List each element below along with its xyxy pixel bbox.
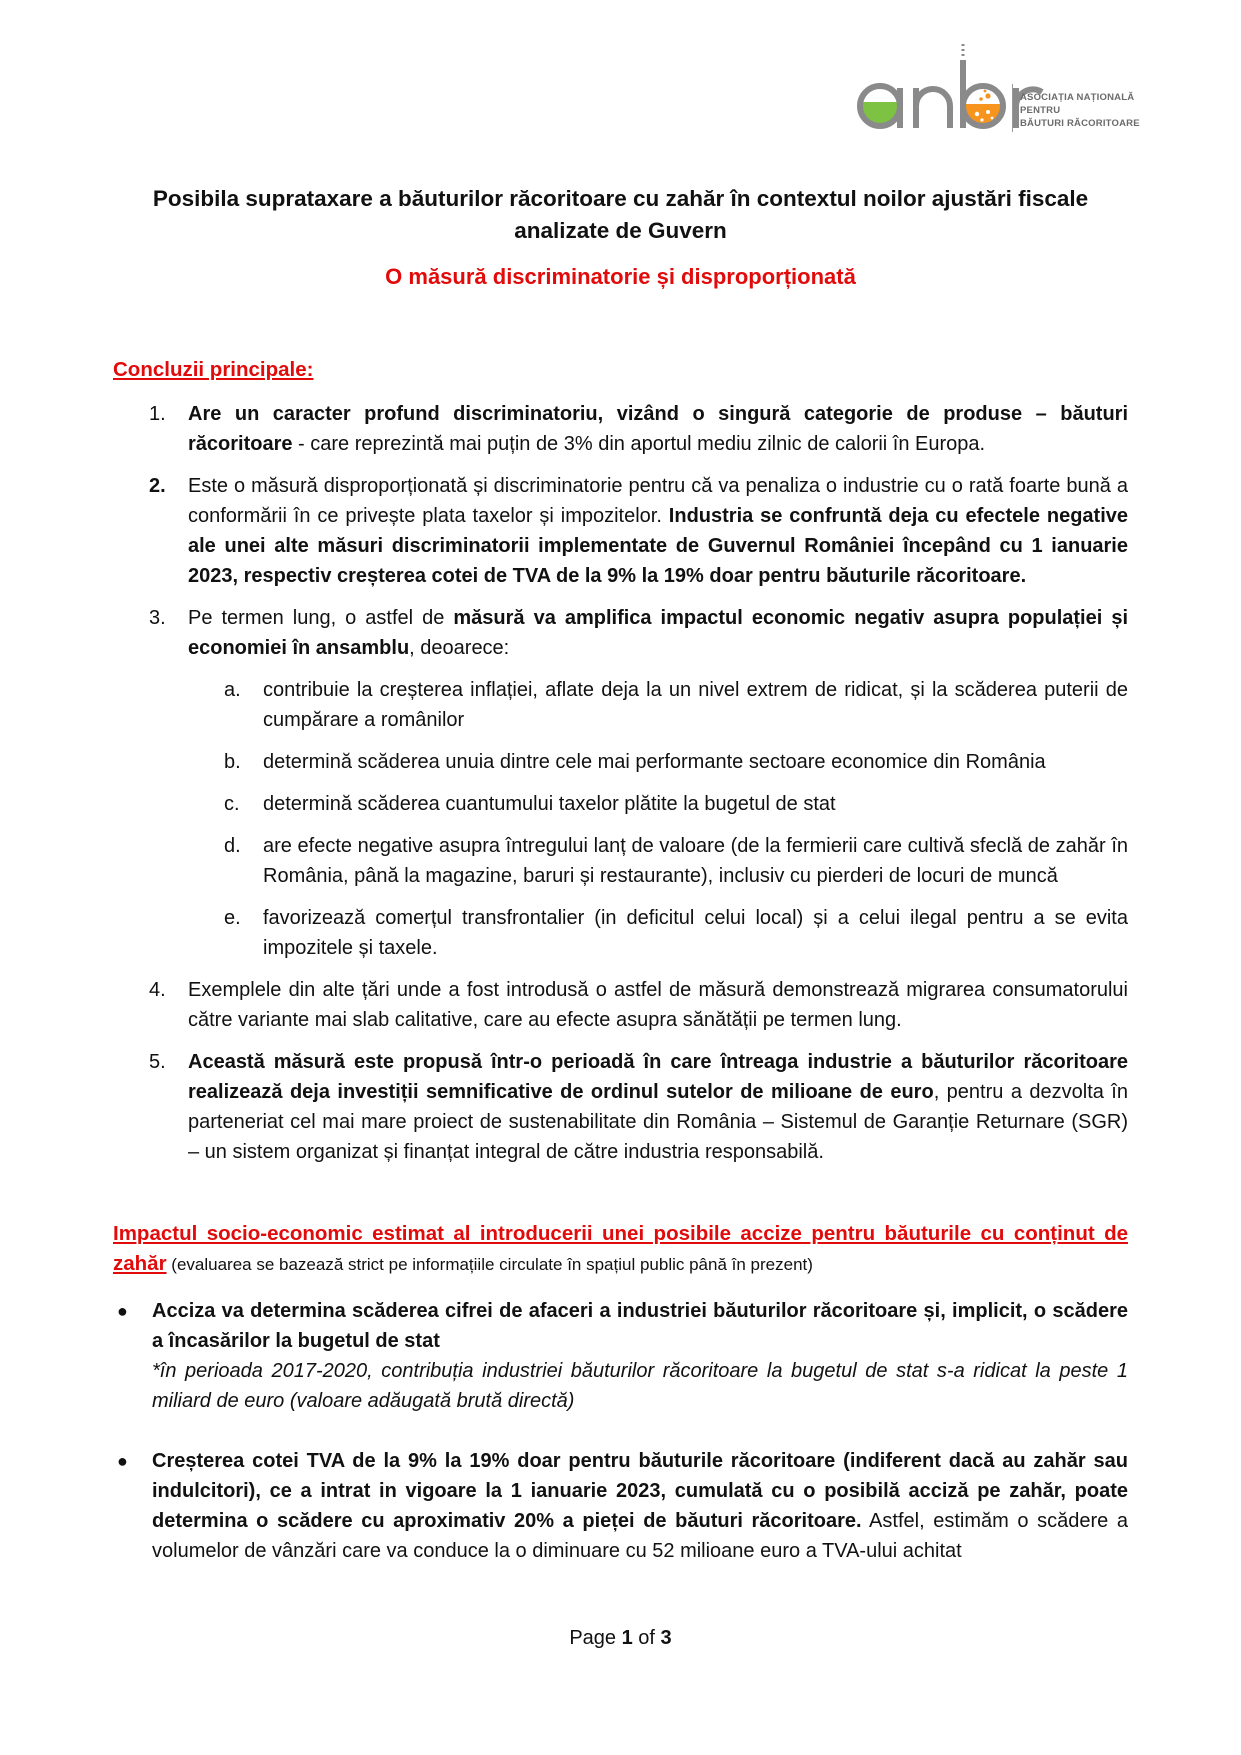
item-text bbox=[188, 399, 1128, 459]
sub-item-text: determină scăderea cuantumului taxelor plătite la bugetul de stat bbox=[263, 793, 836, 815]
text: , pentru a dezvolta în parteneriat cel mai mare proiect de sustenabilitate din România – Sistemul de Garanție Returnare (SGR) – un sistem organizat și finanțat integral de către industria responsabilă. bbox=[188, 1081, 1128, 1163]
impact-section bbox=[113, 1219, 1128, 1280]
sub-list bbox=[188, 675, 1128, 963]
title-line-1: Posibila suprataxare a băuturilor răcoritoare cu zahăr în contextul noilor ajustări fiscale bbox=[152, 186, 1089, 211]
page-label: Page bbox=[569, 1627, 622, 1649]
impact-list bbox=[113, 1296, 1128, 1566]
logo-letter-b bbox=[960, 44, 1006, 130]
logo-tagline-line: BĂUTURI RĂCORITOARE bbox=[1020, 118, 1140, 129]
bold-text: măsură va amplifica impactul economic negativ asupra populației și economiei în ansamblu bbox=[188, 607, 1128, 659]
sub-item-letter: b. bbox=[224, 751, 241, 773]
sub-item-text: favorizează comerțul transfrontalier (in deficitul celui local) și a celui ilegal pentru a se evita impozitele și taxele. bbox=[263, 907, 1128, 959]
impact-heading-note: (evaluarea se bazează strict pe informațiile circulate în spațiul public până în prezent) bbox=[166, 1255, 813, 1274]
sub-item bbox=[188, 831, 1128, 891]
logo-tagline-line: ASOCIAȚIA NAȚIONALĂ bbox=[1020, 92, 1135, 103]
bullet-icon: ● bbox=[117, 1451, 128, 1471]
impact-bullet bbox=[113, 1446, 1128, 1566]
conclusion-item bbox=[113, 975, 1128, 1035]
bullet-note: *în perioada 2017-2020, contribuția industriei băuturilor răcoritoare la bugetul de stat s-a ridicat la peste 1 miliard de euro (valoare adăugată brută directă) bbox=[152, 1360, 1128, 1412]
bullet-text bbox=[152, 1296, 1128, 1356]
conclusions-section bbox=[113, 355, 1128, 385]
sub-item-text: determină scăderea unuia dintre cele mai performante sectoare economice din România bbox=[263, 751, 1046, 773]
text: Este o măsură disproporționată și discriminatorie pentru că va penaliza o industrie cu o rată foarte bună a conformării în ce privește plata taxelor și impozitelor. bbox=[188, 475, 1128, 527]
impact-bullet bbox=[113, 1296, 1128, 1416]
text: Pe termen lung, o astfel de bbox=[188, 607, 454, 629]
sub-item-letter: a. bbox=[224, 679, 241, 701]
conclusion-item bbox=[113, 471, 1128, 591]
sub-item-letter: c. bbox=[224, 793, 240, 815]
conclusion-item bbox=[113, 399, 1128, 459]
bold-text: Industria se confruntă deja cu efectele negative ale unei alte măsuri discriminatorii implementate de Guvernul României începând cu 1 ianuarie 2023, respectiv creșterea cotei de TVA de la 9% la 19% doar pentru băuturile răcoritoare. bbox=[188, 505, 1128, 587]
bold-text: Această măsură este propusă într-o perioadă în care întreaga industrie a băuturilor răcoritoare realizează deja investiții semnificative de ordinul sutelor de milioane de euro bbox=[188, 1051, 1128, 1103]
document-body bbox=[113, 355, 1128, 1596]
sub-item-letter: d. bbox=[224, 835, 241, 857]
item-number: 3. bbox=[149, 607, 166, 629]
document-title bbox=[110, 183, 1131, 247]
logo-tagline-line: PENTRU bbox=[1020, 105, 1061, 116]
text: - care reprezintă mai puțin de 3% din aportul mediu zilnic de calorii în Europa. bbox=[292, 433, 986, 455]
sub-item bbox=[188, 675, 1128, 735]
conclusions-list bbox=[113, 399, 1128, 1167]
conclusion-item bbox=[113, 603, 1128, 963]
logo-letter-a bbox=[858, 86, 904, 130]
bold-text: Acciza va determina scăderea cifrei de afaceri a industriei băuturilor răcoritoare și, implicit, o scădere a încasărilor la bugetul de stat bbox=[152, 1300, 1128, 1352]
text: Exemplele din alte țări unde a fost introdusă o astfel de măsură demonstrează migrarea consumatorului către variante mai slab calitative, care au efecte asupra sănătății pe termen lung. bbox=[188, 979, 1128, 1031]
text: , deoarece: bbox=[409, 637, 510, 659]
item-text bbox=[188, 603, 1128, 663]
sub-item bbox=[188, 747, 1128, 777]
conclusions-heading: Concluzii principale: bbox=[113, 358, 314, 381]
page-current: 1 bbox=[621, 1627, 633, 1649]
sub-item bbox=[188, 903, 1128, 963]
logo-letter-n bbox=[916, 88, 950, 128]
bold-text: Creșterea cotei TVA de la 9% la 19% doar pentru băuturile răcoritoare (indiferent dacă au zahăr sau indulcitori), ce a intrat in vigoare la 1 ianuarie 2023, cumulată cu o posibilă acciză pe zahăr, poate determina o scădere cu aproximativ 20% a pieței de băuturi răcoritoare. bbox=[152, 1450, 1128, 1532]
item-text bbox=[188, 1047, 1128, 1167]
logo-divider bbox=[1012, 84, 1013, 132]
text: Astfel, estimăm o scădere a volumelor de vânzări care va conduce la o diminuare cu 52 milioane euro a TVA-ului achitat bbox=[152, 1510, 1128, 1562]
page-total: 3 bbox=[660, 1627, 672, 1649]
item-text bbox=[188, 471, 1128, 591]
sub-item-letter: e. bbox=[224, 907, 241, 929]
sub-item bbox=[188, 789, 1128, 819]
sub-item-text: contribuie la creșterea inflației, aflate deja la un nivel extrem de ridicat, și la scăderea puterii de cumpărare a românilor bbox=[263, 679, 1128, 731]
conclusion-item bbox=[113, 1047, 1128, 1167]
bold-text: Are un caracter profund discriminatoriu, vizând o singură categorie de produse – băuturi răcoritoare bbox=[188, 403, 1128, 455]
bullet-text bbox=[152, 1446, 1128, 1566]
page-sep: of bbox=[632, 1627, 661, 1649]
item-number: 2. bbox=[149, 475, 166, 497]
bullet-icon: ● bbox=[117, 1301, 128, 1321]
sub-item-text: are efecte negative asupra întregului lanț de valoare (de la fermierii care cultivă sfeclă de zahăr în România, până la magazine, baruri și restaurante), inclusiv cu pierderi de locuri de muncă bbox=[263, 835, 1128, 887]
item-text bbox=[188, 975, 1128, 1035]
item-number: 5. bbox=[149, 1051, 166, 1073]
item-number: 4. bbox=[149, 979, 166, 1001]
page-footer bbox=[0, 1627, 1241, 1650]
item-number: 1. bbox=[149, 403, 166, 425]
title-line-2: analizate de Guvern bbox=[514, 218, 727, 243]
document-subtitle: O măsură discriminatorie și disproporționată bbox=[385, 264, 856, 289]
logo-tagline bbox=[1020, 91, 1140, 130]
impact-heading: Impactul socio-economic estimat al introducerii unei posibile accize pentru băuturile cu conținut de zahăr bbox=[113, 1222, 1128, 1275]
